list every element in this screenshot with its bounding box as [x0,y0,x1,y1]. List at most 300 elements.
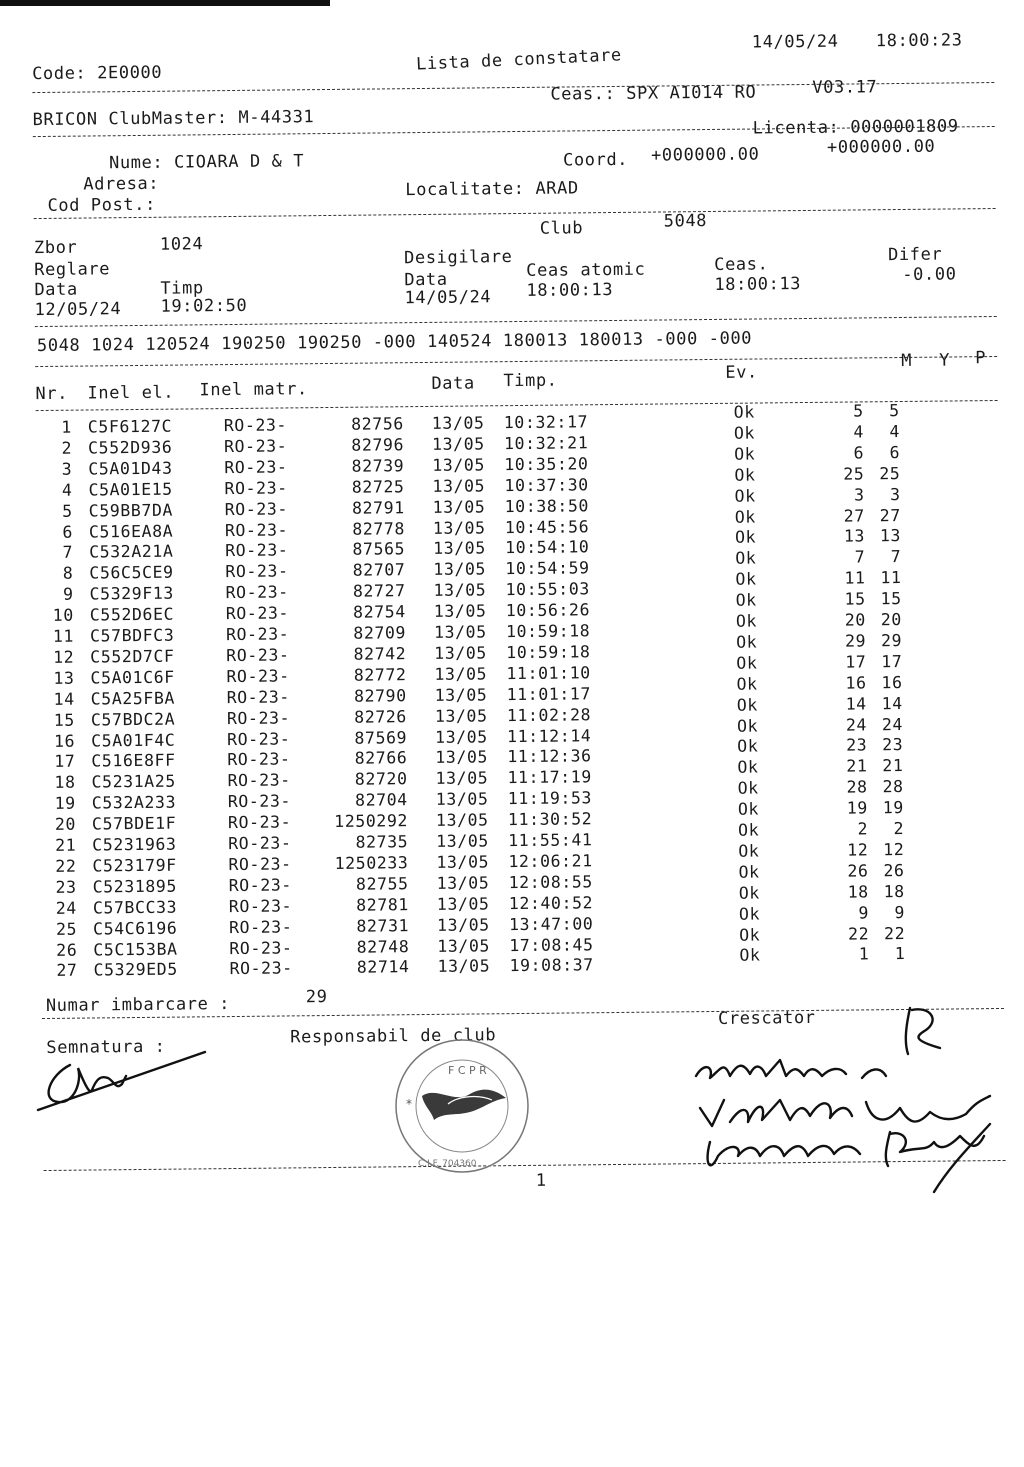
row-ring-prefix: RO-23- [226,708,291,728]
print-time: 18:00:23 [875,30,963,52]
row-nr: 16 [53,731,76,751]
row-m: 21 [846,756,868,776]
zbor-label: Zbor [33,237,78,259]
row-nr: 8 [62,563,74,584]
desig-data-label: Data [404,269,448,291]
row-y: 17 [881,651,903,672]
row-date: 13/05 [436,914,490,935]
row-ring-prefix: RO-23- [227,812,292,833]
row-ring-number: 82731 [356,915,410,936]
row-time: 12:06:21 [508,851,593,872]
postal-label: Cod Post.: [47,194,156,216]
row-date: 13/05 [432,455,486,475]
row-m: 4 [853,422,865,442]
row-date: 13/05 [433,622,487,642]
row-date: 13/05 [436,873,490,893]
row-m: 24 [845,714,868,735]
row-m: 13 [843,526,866,546]
row-ring-number: 82754 [353,602,406,622]
row-ring-prefix: RO-23- [227,749,291,770]
row-date: 13/05 [432,496,486,517]
row-inel-el: C5231A25 [91,771,176,792]
row-nr: 22 [55,856,77,876]
row-ring-prefix: RO-23- [224,499,289,519]
stamp-mid-text: F C P R [448,1064,487,1077]
row-date: 13/05 [434,705,488,726]
row-ring-number: 82748 [356,936,410,957]
row-date: 13/05 [436,831,489,851]
difer-value: -0.00 [902,264,957,285]
crescator-label: Crescator [717,1007,816,1029]
responsabil-label: Responsabil de club [290,1025,497,1048]
row-inel-el: C5A25FBA [90,688,176,709]
reglare-timp-label: Timp [160,278,204,299]
row-m: 18 [847,882,869,902]
row-date: 13/05 [432,476,486,496]
row-ring-number: 82796 [351,435,405,455]
row-time: 10:55:03 [505,579,590,600]
page-number: 1 [535,1170,547,1191]
row-time: 11:19:53 [507,788,593,809]
row-date: 13/05 [435,768,489,789]
row-time: 11:02:28 [506,704,592,725]
row-inel-el: C5329F13 [89,583,174,604]
row-y: 26 [883,860,905,881]
col-m: M [901,350,913,371]
row-time: 10:35:20 [504,454,589,474]
row-nr: 5 [62,501,73,521]
row-date: 13/05 [437,956,491,977]
row-ring-prefix: RO-23- [228,833,292,854]
row-inel-el: C57BDC2A [90,709,176,730]
code-label: Code: 2E0000 [32,62,163,85]
row-ring-prefix: RO-23- [226,645,290,665]
row-m: 7 [854,547,866,567]
row-y: 9 [894,902,906,922]
row-m: 12 [847,840,869,860]
row-y: 7 [890,547,902,567]
row-m: 14 [845,693,867,714]
row-event: Ok [736,716,759,736]
row-y: 4 [889,421,901,442]
row-nr: 6 [62,522,74,542]
row-event: Ok [734,465,756,485]
device-label: BRICON ClubMaster: M-44331 [32,107,315,131]
row-date: 13/05 [435,726,488,747]
row-ring-number: 82742 [353,644,407,664]
row-ring-prefix: RO-23- [228,916,293,937]
row-nr: 25 [55,919,78,939]
row-date: 13/05 [433,601,487,621]
row-time: 11:30:52 [507,809,593,830]
row-m: 17 [845,652,867,672]
row-y: 15 [880,589,902,609]
row-nr: 11 [52,626,75,646]
row-nr: 24 [55,898,77,918]
zbor-value: 1024 [159,234,204,255]
row-time: 13:47:00 [508,913,594,934]
address-label: Adresa: [83,173,160,195]
row-inel-el: C5231895 [92,876,178,897]
row-inel-el: C5A01E15 [88,479,173,500]
row-y: 19 [882,798,904,818]
svg-text:*: * [406,1097,412,1111]
row-y: 14 [881,693,903,713]
divider [34,208,996,219]
ceas-atomic-label: Ceas atomic [526,259,646,281]
divider [35,356,997,367]
row-ring-prefix: RO-23- [223,436,288,456]
owner-name: Nume: CIOARA D & T [108,151,305,174]
row-m: 22 [848,923,870,944]
row-m: 5 [853,401,864,421]
row-event: Ok [737,799,760,819]
row-inel-el: C532A233 [91,792,177,813]
row-inel-el: C57BDFC3 [89,625,175,646]
row-inel-el: C5C153BA [93,939,178,959]
row-y: 3 [889,484,901,504]
row-inel-el: C5A01F4C [91,730,176,751]
row-m: 9 [858,902,870,923]
row-ring-number: 82766 [354,748,408,769]
row-time: 10:37:30 [504,474,589,495]
row-date: 13/05 [435,747,489,768]
difer-label: Difer [887,244,943,266]
row-nr: 18 [54,772,76,793]
row-time: 10:54:10 [505,537,590,558]
ceas-time: 18:00:13 [714,274,802,295]
row-time: 11:12:36 [507,746,592,767]
row-inel-el: C5231963 [92,834,177,855]
row-y: 13 [879,526,902,546]
row-y: 2 [893,818,905,839]
col-data: Data [431,373,475,394]
row-event: Ok [738,904,761,924]
row-date: 13/05 [433,538,486,559]
row-y: 5 [889,401,900,421]
row-event: Ok [735,569,757,589]
row-event: Ok [735,548,757,569]
row-time: 10:32:17 [503,412,589,433]
row-ring-number: 82709 [353,623,407,643]
row-ring-prefix: RO-23- [228,854,292,874]
signature-semnatura [30,1040,220,1120]
row-nr: 13 [53,668,75,688]
locality-label: Localitate: ARAD [405,178,579,201]
row-time: 10:56:26 [505,600,591,621]
row-nr: 2 [61,438,73,458]
col-nr: Nr. [35,383,69,405]
coord-y: +000000.00 [826,136,936,158]
row-ring-number: 82756 [351,414,404,434]
row-inel-el: C54C6196 [92,918,178,939]
club-stamp [388,1034,538,1179]
row-inel-el: C5F6127C [87,416,173,437]
row-date: 13/05 [433,559,487,580]
row-inel-el: C59BB7DA [88,500,174,521]
row-m: 25 [843,464,865,484]
row-ring-prefix: RO-23- [223,415,288,436]
row-time: 10:38:50 [504,495,590,516]
row-date: 13/05 [435,789,489,810]
desig-date: 14/05/24 [404,287,492,309]
desigilare-label: Desigilare [403,247,513,269]
row-ring-prefix: RO-23- [228,896,293,916]
row-time: 10:59:18 [505,621,591,642]
row-nr: 20 [54,814,77,834]
reglare-date: 12/05/24 [34,299,122,321]
row-nr: 26 [56,940,78,960]
print-date: 14/05/24 [751,31,839,53]
row-m: 3 [853,484,865,505]
row-m: 15 [844,589,866,609]
semnatura-label: Semnatura : [46,1036,166,1058]
row-nr: 7 [62,543,74,563]
row-date: 13/05 [437,935,491,956]
col-p: P [975,348,987,369]
row-time: 17:08:45 [509,934,594,955]
row-event: Ok [735,611,758,631]
row-nr: 3 [61,459,73,479]
row-inel-el: C552D936 [87,437,173,458]
row-event: Ok [737,736,759,757]
row-inel-el: C516E8FF [91,751,176,771]
row-time: 11:01:17 [506,683,592,704]
row-y: 29 [880,630,903,651]
row-date: 13/05 [436,852,490,872]
row-nr: 14 [53,689,75,709]
row-time: 11:01:10 [506,663,591,683]
col-inel-matr: Inel matr. [199,379,308,401]
row-nr: 21 [55,835,77,855]
row-ring-number: 82714 [356,957,410,978]
row-date: 13/05 [431,434,485,454]
row-time: 11:12:14 [507,725,592,746]
row-event: Ok [734,486,756,506]
row-m: 27 [843,505,865,526]
row-event: Ok [738,820,760,840]
list-title: Lista de constatare [415,45,623,75]
row-nr: 10 [52,605,74,625]
row-y: 11 [880,568,902,588]
row-nr: 17 [54,752,76,772]
row-ring-number: 1250292 [334,811,409,832]
row-date: 13/05 [435,810,489,830]
divider [35,316,997,327]
row-nr: 1 [61,417,72,437]
row-ring-number: 82707 [352,560,406,581]
row-ring-prefix: RO-23- [228,875,292,895]
row-ring-number: 87569 [354,727,408,748]
row-event: Ok [739,945,761,966]
row-time: 10:32:21 [503,433,589,454]
row-m: 2 [857,819,869,839]
row-nr: 27 [56,961,78,981]
row-date: 13/05 [436,894,490,914]
reglare-data-label: Data [34,279,78,301]
row-m: 19 [846,798,868,818]
row-ring-prefix: RO-23- [227,791,292,812]
row-ring-prefix: RO-23- [225,561,289,582]
row-time: 11:17:19 [507,767,592,788]
row-ring-prefix: RO-23- [227,770,291,791]
row-event: Ok [736,674,758,694]
row-y: 20 [880,610,903,630]
reglare-time: 19:02:50 [160,295,248,317]
row-ring-prefix: RO-23- [224,519,289,540]
license-label: Licenta: 0000001809 [752,116,959,139]
row-y: 28 [882,777,904,797]
row-ring-number: 82755 [355,873,409,894]
row-event: Ok [736,632,758,652]
row-nr: 19 [54,793,76,814]
row-nr: 15 [53,710,76,730]
row-event: Ok [737,778,759,798]
row-inel-el: C552D6EC [89,604,175,625]
version-label: V03.17 [812,77,878,98]
row-time: 10:45:56 [504,516,590,537]
summary-line: 5048 1024 120524 190250 190250 -000 140524 180013 180013 -000 -000 [36,328,753,357]
reglare-label: Reglare [34,259,111,281]
row-nr: 4 [61,480,73,500]
row-inel-el: C552D7CF [90,646,175,667]
row-ring-number: 82727 [352,581,406,601]
row-ring-prefix: RO-23- [225,624,290,645]
row-m: 29 [844,631,867,651]
row-date: 13/05 [434,664,488,684]
row-ring-number: 82704 [354,790,408,810]
row-ring-number: 82790 [353,685,407,706]
row-y: 27 [879,505,901,525]
numar-value: 29 [305,987,328,1008]
row-time: 11:55:41 [508,830,593,851]
row-time: 10:54:59 [505,558,590,579]
row-event: Ok [735,590,757,610]
col-y: Y [939,350,951,371]
row-y: 1 [894,944,906,964]
row-ring-number: 82778 [352,518,406,539]
row-ring-prefix: RO-23- [225,582,289,603]
row-date: 13/05 [433,580,487,601]
row-event: Ok [737,757,759,778]
row-time: 10:59:18 [506,642,591,663]
row-event: Ok [733,423,756,443]
row-time: 12:40:52 [508,892,594,913]
row-ring-prefix: RO-23- [229,937,293,958]
row-time: 19:08:37 [509,955,594,976]
row-y: 6 [889,442,901,462]
handwritten-signatures [690,996,1010,1216]
row-m: 26 [847,861,869,881]
row-event: Ok [734,507,756,527]
row-inel-el: C5329ED5 [93,959,178,980]
row-m: 1 [858,944,870,964]
row-ring-number: 82791 [351,497,405,518]
row-m: 11 [844,568,866,588]
clock-label: Ceas.: SPX A1014 RO [550,82,757,105]
row-nr: 12 [53,647,75,667]
col-timp: Timp. [503,370,558,392]
row-inel-el: C5A01C6F [90,667,175,688]
row-ring-prefix: RO-23- [226,666,290,686]
numar-label: Numar imbarcare : [45,994,231,1016]
row-ring-prefix: RO-23- [224,478,288,498]
col-ev: Ev. [725,362,758,383]
row-event: Ok [734,527,757,548]
row-ring-number: 82725 [351,476,405,497]
row-ring-prefix: RO-23- [226,687,290,707]
row-date: 13/05 [432,517,486,538]
coord-x: +000000.00 [650,144,760,166]
row-m: 23 [846,735,868,755]
row-ring-prefix: RO-23- [229,958,293,979]
row-ring-prefix: RO-23- [227,728,291,749]
row-y: 24 [881,714,904,734]
row-event: Ok [739,925,761,945]
row-y: 12 [883,839,905,860]
row-inel-el: C5A01D43 [88,458,173,479]
row-m: 20 [844,610,867,630]
coord-label: Coord. [562,149,629,171]
row-inel-el: C56C5CE9 [89,562,174,583]
row-y: 18 [883,881,905,901]
row-ring-number: 82735 [355,832,409,852]
row-m: 28 [846,777,868,797]
row-m: 6 [853,443,865,463]
row-ring-number: 82739 [351,456,405,476]
row-ring-number: 1250233 [334,853,409,873]
row-y: 22 [884,923,906,943]
row-y: 16 [881,672,903,692]
row-inel-el: C57BCC33 [92,897,178,918]
row-ring-prefix: RO-23- [225,603,290,624]
row-ring-number: 87565 [352,539,406,560]
row-event: Ok [736,695,758,715]
row-ring-prefix: RO-23- [224,457,288,477]
row-inel-el: C516EA8A [88,521,174,542]
club-value: 5048 [663,211,708,232]
row-event: Ok [733,402,755,422]
row-event: Ok [738,883,760,903]
stamp-bottom-text: C.I.F. 704360 [418,1159,477,1169]
row-event: Ok [734,444,756,464]
row-date: 13/05 [434,643,488,663]
row-inel-el: C523179F [92,855,177,876]
row-inel-el: C57BDE1F [91,813,177,834]
row-time: 12:08:55 [508,872,594,892]
row-inel-el: C532A21A [89,542,174,562]
row-ring-number: 82781 [356,894,409,915]
ceas-atomic-time: 18:00:13 [526,280,614,301]
row-ring-number: 82772 [353,664,407,685]
row-ring-prefix: RO-23- [225,540,289,561]
row-y: 25 [879,463,901,483]
row-y: 21 [882,756,904,776]
row-m: 16 [845,673,867,693]
club-label: Club [539,218,584,239]
row-ring-number: 82720 [354,769,408,790]
row-event: Ok [738,862,760,882]
row-event: Ok [738,841,760,861]
row-nr: 9 [62,584,74,604]
row-date: 13/05 [434,685,488,705]
row-ring-number: 82726 [354,706,407,727]
ceas-label: Ceas. [714,254,769,275]
row-event: Ok [736,653,758,673]
col-inel-el: Inel el. [87,382,175,404]
row-nr: 23 [55,877,77,897]
row-date: 13/05 [431,413,485,433]
